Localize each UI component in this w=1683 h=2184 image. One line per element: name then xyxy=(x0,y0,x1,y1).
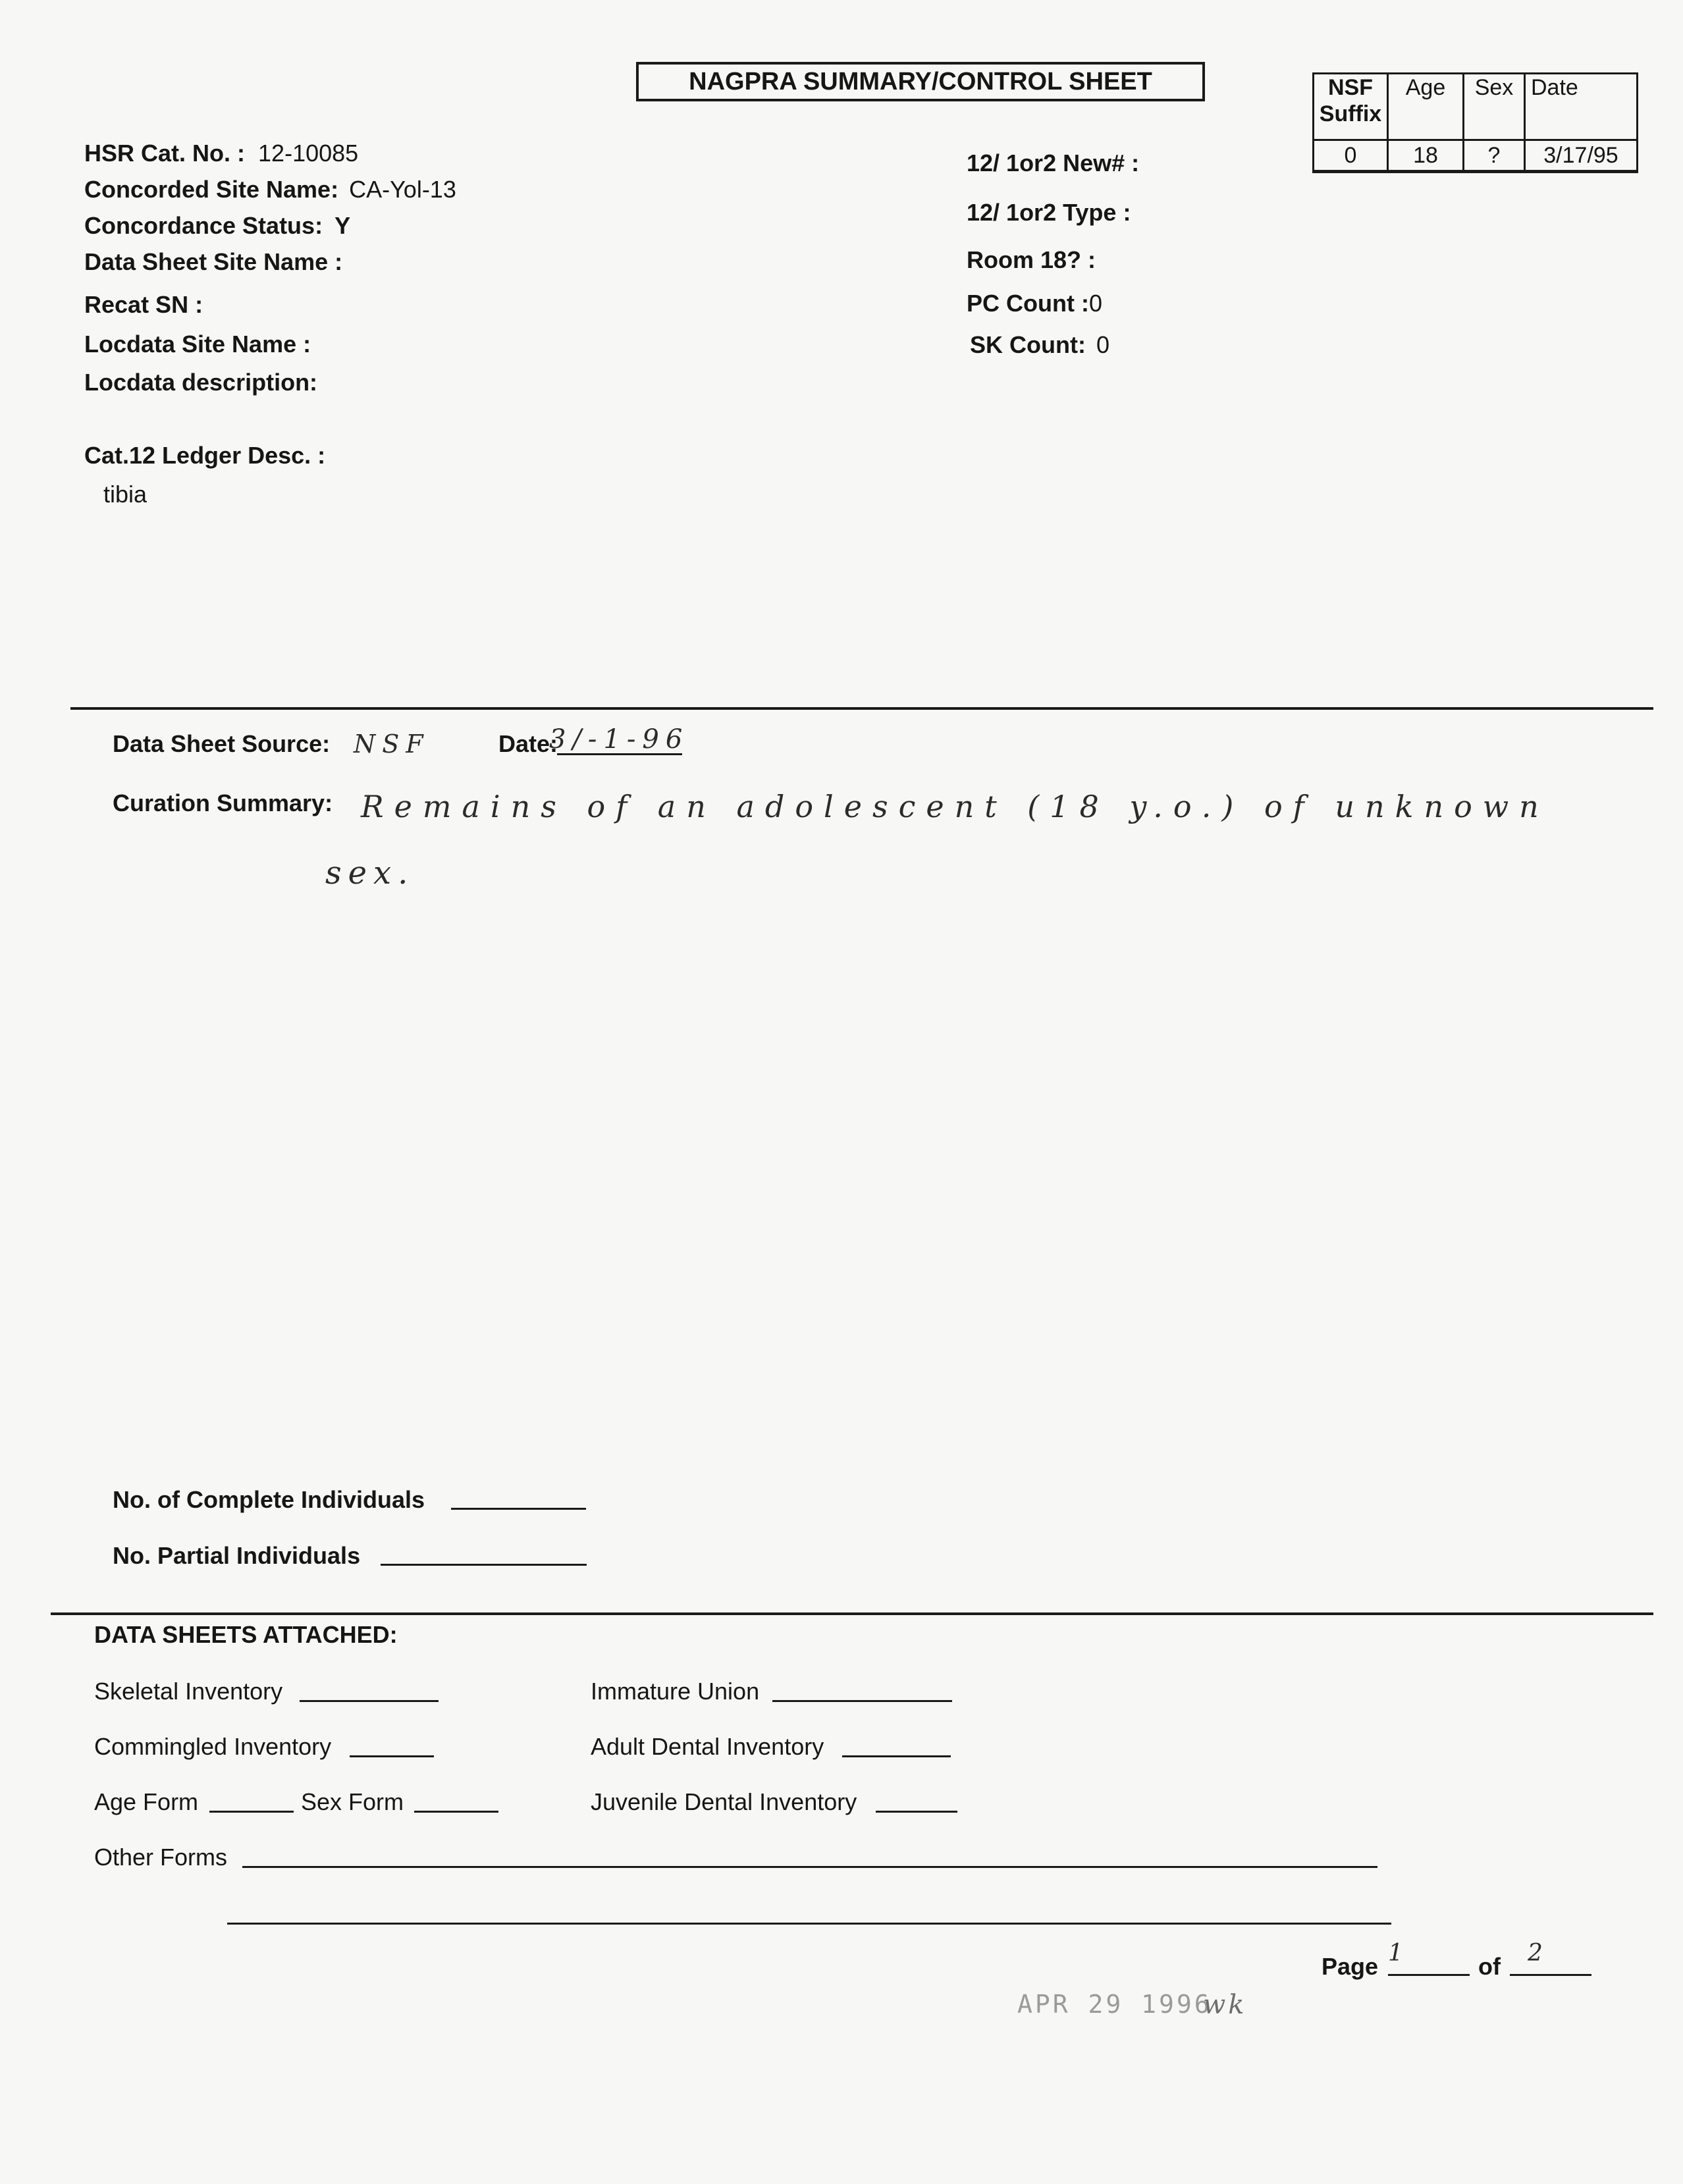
skeletal-inventory-blank[interactable] xyxy=(300,1700,439,1702)
info-header-date xyxy=(1525,74,1638,140)
info-header-age xyxy=(1388,74,1464,140)
page-label: Page xyxy=(1322,1953,1379,1980)
partial-individuals-label: No. Partial Individuals xyxy=(113,1542,361,1569)
skeletal-inventory-label: Skeletal Inventory xyxy=(94,1678,283,1705)
locdata-description-label: Locdata description: xyxy=(84,369,318,396)
date-underline xyxy=(557,753,682,755)
hsr-cat-no-value: 12-10085 xyxy=(258,140,359,167)
concordance-status-value: Y xyxy=(334,212,351,239)
other-forms-label: Other Forms xyxy=(94,1844,228,1871)
concordance-status-field xyxy=(84,212,350,240)
attached-divider xyxy=(51,1612,1653,1615)
curation-summary-line2: sex. xyxy=(325,855,415,892)
adult-dental-blank[interactable] xyxy=(842,1755,951,1757)
curation-summary-label: Curation Summary: xyxy=(113,789,333,816)
section-divider xyxy=(70,707,1653,710)
age-form-blank[interactable] xyxy=(209,1811,294,1813)
ledger-desc-value: tibia xyxy=(103,481,147,508)
curation-summary-line1: Remains of an adolescent (18 y.o.) of unknown xyxy=(361,789,1549,824)
other-forms-blank-1[interactable] xyxy=(242,1866,1377,1868)
attached-heading: DATA SHEETS ATTACHED: xyxy=(94,1621,398,1648)
page-total-line xyxy=(1510,1974,1591,1976)
sk-count-label: SK Count: xyxy=(970,331,1086,358)
sex-form-label: Sex Form xyxy=(301,1788,404,1815)
room-18-label: Room 18? : xyxy=(967,246,1096,273)
date-label: Date: xyxy=(498,730,558,757)
immature-union-label: Immature Union xyxy=(591,1678,760,1705)
concorded-site-name-value: CA-Yol-13 xyxy=(349,176,456,203)
commingled-inventory-blank[interactable] xyxy=(350,1755,434,1757)
date-value: 3/-1-96 xyxy=(549,724,689,755)
ledger-desc-label: Cat.12 Ledger Desc. : xyxy=(84,442,326,469)
age-form-label: Age Form xyxy=(94,1788,199,1815)
concordance-status-label: Concordance Status: xyxy=(84,212,323,239)
info-header-text: Date xyxy=(1531,75,1578,100)
locdata-site-name-label: Locdata Site Name : xyxy=(84,331,311,358)
received-stamp-initials: wk xyxy=(1203,1990,1247,2020)
info-header-text: Age xyxy=(1405,75,1446,100)
data-sheet-source-value: NSF xyxy=(354,730,430,759)
partial-individuals-blank[interactable] xyxy=(381,1564,587,1566)
sk-count-value: 0 xyxy=(1096,331,1110,358)
concorded-site-name-label: Concorded Site Name: xyxy=(84,176,339,203)
info-header-sex xyxy=(1464,74,1525,140)
info-value-sex: ? xyxy=(1464,140,1525,172)
data-sheet-source-label: Data Sheet Source: xyxy=(113,730,331,757)
page-total: 2 xyxy=(1528,1940,1549,1967)
pc-count-value: 0 xyxy=(1088,290,1102,317)
info-table xyxy=(1312,72,1638,173)
other-forms-blank-2[interactable] xyxy=(227,1923,1391,1925)
concorded-site-name-field xyxy=(84,176,456,203)
page-of-label: of xyxy=(1478,1953,1501,1980)
info-header-text: Sex xyxy=(1474,75,1514,100)
form-title: NAGPRA SUMMARY/CONTROL SHEET xyxy=(636,62,1205,101)
recat-sn-label: Recat SN : xyxy=(84,291,203,318)
commingled-inventory-label: Commingled Inventory xyxy=(94,1733,332,1760)
info-header-nsf-suffix xyxy=(1314,74,1388,140)
data-sheet-site-name-label: Data Sheet Site Name : xyxy=(84,248,343,275)
new-number-label: 12/ 1or2 New# : xyxy=(967,149,1140,176)
page-current: 1 xyxy=(1388,1940,1410,1967)
info-value-age: 18 xyxy=(1388,140,1464,172)
pc-count-label: PC Count : xyxy=(967,290,1089,317)
page-current-line xyxy=(1388,1974,1470,1976)
sk-count-field xyxy=(970,331,1109,359)
info-header-text: Suffix xyxy=(1319,101,1382,126)
info-value-date: 3/17/95 xyxy=(1525,140,1638,172)
juvenile-dental-blank[interactable] xyxy=(876,1811,957,1813)
sex-form-blank[interactable] xyxy=(414,1811,498,1813)
info-value-nsf-suffix: 0 xyxy=(1314,140,1388,172)
pc-count-field xyxy=(967,290,1102,317)
hsr-cat-no-label: HSR Cat. No. : xyxy=(84,140,246,167)
immature-union-blank[interactable] xyxy=(772,1700,952,1702)
juvenile-dental-label: Juvenile Dental Inventory xyxy=(591,1788,857,1815)
info-header-text: NSF xyxy=(1328,75,1373,100)
complete-individuals-label: No. of Complete Individuals xyxy=(113,1486,425,1513)
complete-individuals-blank[interactable] xyxy=(451,1508,586,1510)
hsr-cat-no-field xyxy=(84,140,358,167)
adult-dental-label: Adult Dental Inventory xyxy=(591,1733,824,1760)
type-label: 12/ 1or2 Type : xyxy=(967,199,1131,226)
received-stamp-date: APR 29 1996 xyxy=(1017,1990,1212,2019)
